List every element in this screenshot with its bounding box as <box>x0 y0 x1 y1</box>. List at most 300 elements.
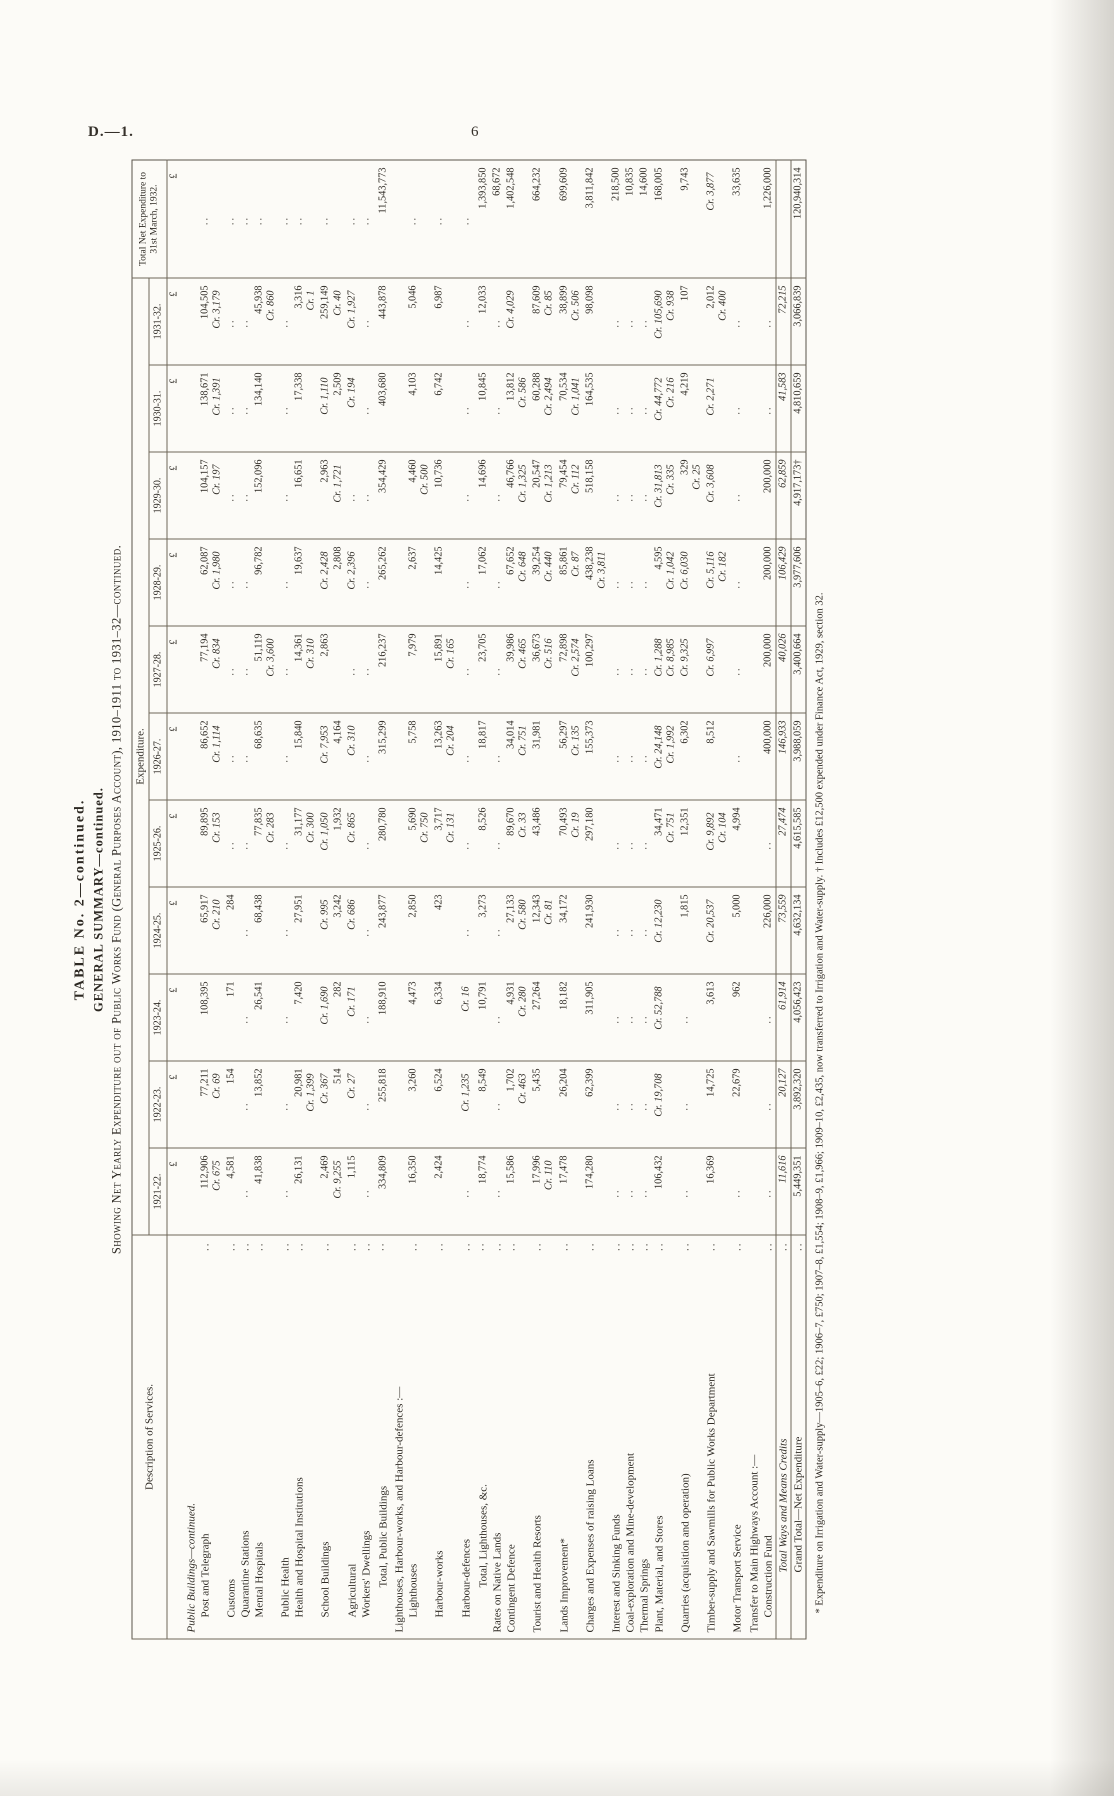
value-line: 72,215 <box>777 285 789 314</box>
value-cell <box>198 1061 224 1148</box>
value-cell <box>198 365 224 452</box>
value-cell <box>407 800 433 887</box>
value-cell <box>224 365 238 452</box>
value-line: 4,931 <box>505 981 517 1005</box>
value-line: 7,979 <box>407 633 419 657</box>
value-line: Cr. 8,985 <box>665 638 677 677</box>
value-cell <box>583 365 609 452</box>
value-cell <box>638 800 652 887</box>
value-cell <box>373 626 390 713</box>
value-line: 155,373 <box>584 720 596 754</box>
row-label-text: Public Health <box>279 1557 292 1618</box>
value-line: Cr. 1,980 <box>211 551 223 590</box>
row-label-text: Motor Transport Service <box>731 1524 744 1633</box>
value-line: 4,615,585 <box>792 807 804 849</box>
empty-cell-dots: .. <box>460 840 472 850</box>
value-line: 2,424 <box>433 1155 445 1179</box>
value-line: 11,616 <box>777 1155 789 1184</box>
empty-cell-dots: .. <box>199 215 210 226</box>
value-line: Cr. 216 <box>665 377 677 408</box>
value-cell <box>319 452 345 539</box>
currency-symbol: £ <box>167 539 182 626</box>
value-line: Cr. 1,927 <box>346 290 358 329</box>
value-line: 164,535 <box>584 372 596 406</box>
value-line: 514 <box>332 1068 344 1084</box>
value-cell <box>557 1061 583 1148</box>
value-cell <box>652 160 678 278</box>
value-line: Cr. 3,179 <box>211 290 223 329</box>
value-line: Cr. 1,042 <box>665 551 677 590</box>
value-line: 19,637 <box>293 546 305 575</box>
value-cell <box>745 713 761 800</box>
value-line: 87,609 <box>531 285 543 314</box>
value-line: 104,505 <box>199 285 210 319</box>
empty-cell-dots: .. <box>491 405 503 415</box>
value-cell <box>279 1061 293 1148</box>
value-cell <box>505 452 531 539</box>
row-label-text: Thermal Springs <box>638 1558 651 1633</box>
value-cell <box>531 626 557 713</box>
value-line: Cr. 9,255 <box>332 1160 344 1199</box>
value-line: 27,264 <box>531 981 543 1010</box>
value-cell <box>791 887 806 974</box>
value-line: Cr. 1,391 <box>211 377 223 416</box>
value-cell <box>583 1061 609 1148</box>
currency-symbol: £ <box>167 365 182 452</box>
value-cell <box>319 365 345 452</box>
value-cell <box>319 539 345 626</box>
value-cell <box>345 974 359 1061</box>
value-cell <box>359 1148 373 1235</box>
value-line: Cr. 1,235 <box>460 1073 472 1112</box>
value-line: 13,852 <box>253 1068 265 1097</box>
empty-cell-dots: .. <box>360 405 372 415</box>
empty-cell-dots: .. <box>731 1188 743 1198</box>
table-title: TABLE No. 2—continued. <box>72 798 88 1001</box>
value-cell <box>505 626 531 713</box>
value-line: Cr. 52,788 <box>653 986 665 1030</box>
row-label <box>459 1235 473 1639</box>
value-cell <box>198 1148 224 1235</box>
value-cell <box>731 365 745 452</box>
empty-cell-dots: .. <box>460 492 472 502</box>
value-cell <box>705 452 731 539</box>
value-cell <box>705 365 731 452</box>
value-cell <box>610 974 624 1061</box>
value-line: 46,766 <box>505 459 517 488</box>
value-cell <box>652 539 678 626</box>
value-line: 100,297 <box>584 633 596 667</box>
value-cell <box>359 800 373 887</box>
value-line: 16,369 <box>705 1155 717 1184</box>
value-line: Cr. 834 <box>211 638 223 669</box>
value-cell <box>407 1148 433 1235</box>
value-line: Cr. 2,574 <box>570 638 582 677</box>
value-line: Cr. 751 <box>665 812 677 843</box>
value-cell <box>433 160 459 278</box>
empty-cell-dots: .. <box>610 927 622 937</box>
value-line: 17,062 <box>477 546 489 575</box>
value-cell <box>473 626 490 713</box>
value-cell <box>252 278 278 365</box>
leader-dots: .. <box>610 1241 623 1251</box>
value-line: Cr. 280 <box>517 986 529 1017</box>
value-cell <box>319 713 345 800</box>
value-line: 4,595 <box>653 546 665 570</box>
value-line: 27,133 <box>505 894 517 923</box>
value-cell <box>238 539 252 626</box>
value-cell <box>373 713 390 800</box>
value-cell <box>745 1061 761 1148</box>
row-label <box>224 1235 238 1639</box>
empty-cell-dots: .. <box>491 318 503 328</box>
value-line: 4,810,659 <box>792 372 804 414</box>
value-cell <box>745 278 761 365</box>
value-cell <box>391 452 407 539</box>
empty-cell-dots: .. <box>610 405 622 415</box>
value-cell <box>624 278 638 365</box>
value-line: 45,938 <box>253 285 265 314</box>
value-cell <box>731 1148 745 1235</box>
row-label-text: Agricultural <box>346 1563 359 1618</box>
value-line: Cr. 938 <box>665 290 677 321</box>
value-line: Cr. 135 <box>570 725 582 756</box>
value-cell <box>761 887 776 974</box>
value-cell <box>531 1148 557 1235</box>
value-line: 2,637 <box>407 546 419 570</box>
value-line: 18,182 <box>558 981 570 1010</box>
empty-cell-dots: .. <box>279 1014 291 1024</box>
empty-cell-dots: .. <box>360 215 372 226</box>
value-line: 1,815 <box>679 894 691 918</box>
value-cell <box>678 539 704 626</box>
row-label-text: Plant, Material, and Stores <box>653 1515 666 1633</box>
empty-cell-dots: .. <box>460 215 472 226</box>
value-line: Cr. 675 <box>211 1160 223 1191</box>
currency-row <box>167 160 182 1639</box>
value-cell <box>407 974 433 1061</box>
leader-dots: .. <box>792 1241 805 1251</box>
value-line: Cr. 112 <box>570 464 582 495</box>
value-line: 16,651 <box>293 459 305 488</box>
table-row <box>531 160 557 1639</box>
value-cell <box>731 626 745 713</box>
value-line: Cr. 283 <box>265 812 277 843</box>
table-row <box>252 160 278 1639</box>
value-line: 77,835 <box>253 807 265 836</box>
value-line: 40,026 <box>777 633 789 662</box>
value-cell <box>391 626 407 713</box>
value-line: 12,343 <box>531 894 543 923</box>
value-cell <box>293 452 319 539</box>
value-cell <box>345 160 359 278</box>
value-cell <box>279 1148 293 1235</box>
empty-cell-dots: .. <box>731 753 743 763</box>
value-line: 8,526 <box>477 807 489 831</box>
value-line: 3,613 <box>705 981 717 1005</box>
value-line: 60,288 <box>531 372 543 401</box>
leader-dots: .. <box>360 1241 373 1251</box>
value-line: 4,581 <box>225 1155 237 1179</box>
value-line: 138,671 <box>199 372 210 406</box>
value-cell <box>252 800 278 887</box>
value-line: 3,066,839 <box>792 285 804 327</box>
value-cell <box>373 1061 390 1148</box>
empty-cell-dots: .. <box>491 1188 503 1198</box>
empty-cell-dots: .. <box>638 318 650 328</box>
value-cell <box>182 1148 198 1235</box>
value-cell <box>473 974 490 1061</box>
value-cell <box>319 887 345 974</box>
value-cell <box>473 713 490 800</box>
value-cell <box>531 974 557 1061</box>
value-cell <box>182 160 198 278</box>
value-line: Cr. 3,877 <box>705 172 717 211</box>
value-line: 218,500 <box>610 167 622 201</box>
value-line: 79,454 <box>558 459 570 488</box>
value-cell <box>182 800 198 887</box>
value-line: 11,543,773 <box>377 167 389 214</box>
value-cell <box>610 1148 624 1235</box>
row-label-text: Interest and Sinking Funds <box>610 1514 623 1633</box>
row-label <box>638 1235 652 1639</box>
row-label-text: Workers' Dwellings <box>360 1530 373 1618</box>
empty-cell-dots: .. <box>346 492 358 502</box>
value-line: 18,817 <box>477 720 489 749</box>
empty-cell-dots: .. <box>279 1188 291 1198</box>
value-cell <box>652 452 678 539</box>
value-cell <box>252 713 278 800</box>
value-line: Cr. 33 <box>517 812 529 838</box>
value-line: 329 <box>679 459 691 475</box>
value-cell <box>182 974 198 1061</box>
leader-dots: .. <box>505 1241 518 1251</box>
year-header: 1928-29. <box>149 539 167 626</box>
table-row <box>652 160 678 1639</box>
value-line: 34,172 <box>558 894 570 923</box>
row-label-text: Post and Telegraph <box>199 1533 211 1618</box>
empty-cell-dots: .. <box>407 215 419 226</box>
value-cell <box>433 1061 459 1148</box>
empty-cell-dots: .. <box>279 753 291 763</box>
value-line: 699,609 <box>558 167 570 201</box>
value-cell <box>433 1148 459 1235</box>
value-line: Cr. 44,772 <box>653 377 665 421</box>
value-line: Cr. 1,399 <box>305 1073 317 1112</box>
row-label-text: Transfer to Main Highways Account :— <box>748 1454 761 1633</box>
value-cell <box>624 1061 638 1148</box>
table-row <box>557 160 583 1639</box>
empty-cell-dots: .. <box>638 579 650 589</box>
value-line: Cr. 40 <box>332 290 344 316</box>
value-cell <box>776 452 791 539</box>
table-row <box>678 160 704 1639</box>
value-cell <box>557 160 583 278</box>
value-cell <box>557 1148 583 1235</box>
value-cell <box>238 1148 252 1235</box>
value-cell <box>705 160 731 278</box>
value-cell <box>224 1148 238 1235</box>
leader-dots: .. <box>584 1241 597 1251</box>
value-cell <box>359 160 373 278</box>
value-line: 73,559 <box>777 894 789 923</box>
empty-cell-dots: .. <box>624 405 636 415</box>
currency-symbol: £ <box>167 278 182 365</box>
value-line: 664,232 <box>531 167 543 201</box>
empty-cell-dots: .. <box>638 753 650 763</box>
value-line: 120,940,314 <box>792 167 804 219</box>
empty-cell-dots: .. <box>279 840 291 850</box>
value-line: 1,226,000 <box>762 167 774 209</box>
value-cell <box>705 1148 731 1235</box>
value-line: Cr. 2,271 <box>705 377 717 416</box>
value-cell <box>505 1148 531 1235</box>
value-cell <box>293 713 319 800</box>
value-cell <box>557 800 583 887</box>
empty-cell-dots: .. <box>491 1101 503 1111</box>
value-cell <box>652 887 678 974</box>
value-line: 400,000 <box>762 720 774 754</box>
value-line: 77,211 <box>199 1068 210 1097</box>
value-line: 20,127 <box>777 1068 789 1097</box>
value-cell <box>678 800 704 887</box>
value-cell <box>252 365 278 452</box>
value-line: 282 <box>332 981 344 997</box>
value-cell <box>279 713 293 800</box>
leader-dots: .. <box>346 1241 359 1251</box>
value-cell <box>391 539 407 626</box>
value-line: Cr. 20,537 <box>705 899 717 943</box>
leader-dots: .. <box>293 1241 306 1251</box>
empty-cell-dots: .. <box>460 579 472 589</box>
value-line: 43,486 <box>531 807 543 836</box>
row-label-text: Tourist and Health Resorts <box>531 1515 544 1633</box>
row-label <box>531 1235 557 1639</box>
table-row <box>776 160 791 1639</box>
empty-cell-dots: .. <box>279 405 291 415</box>
value-cell <box>391 278 407 365</box>
row-label <box>407 1235 433 1639</box>
value-line: 1,115 <box>346 1155 358 1179</box>
empty-cell-dots: .. <box>225 405 237 415</box>
value-cell <box>652 713 678 800</box>
value-line: Cr. 153 <box>211 812 223 843</box>
value-line: 106,429 <box>777 546 789 580</box>
row-label <box>391 1235 407 1639</box>
value-cell <box>238 713 252 800</box>
value-cell <box>319 626 345 713</box>
value-cell <box>583 539 609 626</box>
value-line: Cr. 6,030 <box>679 551 691 590</box>
value-cell <box>638 160 652 278</box>
value-cell <box>198 452 224 539</box>
value-cell <box>745 160 761 278</box>
value-cell <box>652 278 678 365</box>
value-line: 27,951 <box>293 894 305 923</box>
value-line: 311,905 <box>584 981 596 1015</box>
year-header: 1929-30. <box>149 452 167 539</box>
value-cell <box>293 539 319 626</box>
leader-dots: .. <box>474 1241 487 1251</box>
value-line: 39,254 <box>531 546 543 575</box>
value-cell <box>238 626 252 713</box>
table-row <box>638 160 652 1639</box>
value-cell <box>252 1148 278 1235</box>
value-cell <box>776 887 791 974</box>
leader-dots: .. <box>624 1241 637 1251</box>
value-cell <box>359 1061 373 1148</box>
value-line: Cr. 367 <box>319 1073 331 1104</box>
empty-cell-dots: .. <box>610 1101 622 1111</box>
row-label <box>705 1235 731 1639</box>
value-cell <box>678 160 704 278</box>
value-cell <box>761 713 776 800</box>
value-line: 4,917,173† <box>792 459 804 506</box>
value-cell <box>531 452 557 539</box>
value-line: 15,840 <box>293 720 305 749</box>
value-line: Cr. 105,690 <box>653 290 665 339</box>
empty-cell-dots: .. <box>239 1188 251 1198</box>
row-label <box>761 1235 776 1639</box>
empty-cell-dots: .. <box>624 753 636 763</box>
empty-cell-dots: .. <box>638 492 650 502</box>
value-line: Cr. 182 <box>717 551 729 582</box>
value-line: 3,400,664 <box>792 633 804 675</box>
value-cell <box>224 539 238 626</box>
value-cell <box>705 887 731 974</box>
empty-cell-dots: .. <box>225 840 237 850</box>
scan-bottom-shadow <box>0 1760 1114 1796</box>
value-line: Cr. 19 <box>570 812 582 838</box>
value-line: 33,635 <box>731 167 743 196</box>
value-cell <box>238 887 252 974</box>
leader-dots: .. <box>653 1241 666 1251</box>
value-line: 96,782 <box>253 546 265 575</box>
value-cell <box>638 1148 652 1235</box>
value-cell <box>745 626 761 713</box>
value-line: 31,981 <box>531 720 543 749</box>
table-row <box>345 160 359 1639</box>
value-cell <box>359 974 373 1061</box>
table-row <box>505 160 531 1639</box>
value-line: 216,237 <box>377 633 389 667</box>
value-cell <box>745 887 761 974</box>
value-cell <box>279 452 293 539</box>
value-cell <box>182 713 198 800</box>
value-line: 5,435 <box>531 1068 543 1092</box>
value-cell <box>678 365 704 452</box>
table-row <box>182 160 198 1639</box>
value-cell <box>557 278 583 365</box>
empty-cell-dots: .. <box>239 666 251 676</box>
table-row <box>433 160 459 1639</box>
row-label-text: Total, Public Buildings <box>377 1485 390 1588</box>
value-cell <box>407 365 433 452</box>
value-line: 200,000 <box>762 633 774 667</box>
empty-cell-dots: .. <box>624 1188 636 1198</box>
value-cell <box>678 974 704 1061</box>
value-cell <box>745 452 761 539</box>
value-cell <box>473 365 490 452</box>
value-cell <box>252 626 278 713</box>
value-cell <box>319 278 345 365</box>
currency-symbol: £ <box>167 452 182 539</box>
value-line: 12,033 <box>477 285 489 314</box>
table-row <box>407 160 433 1639</box>
empty-cell-dots: .. <box>638 1014 650 1024</box>
empty-cell-dots: .. <box>610 753 622 763</box>
value-cell <box>583 713 609 800</box>
